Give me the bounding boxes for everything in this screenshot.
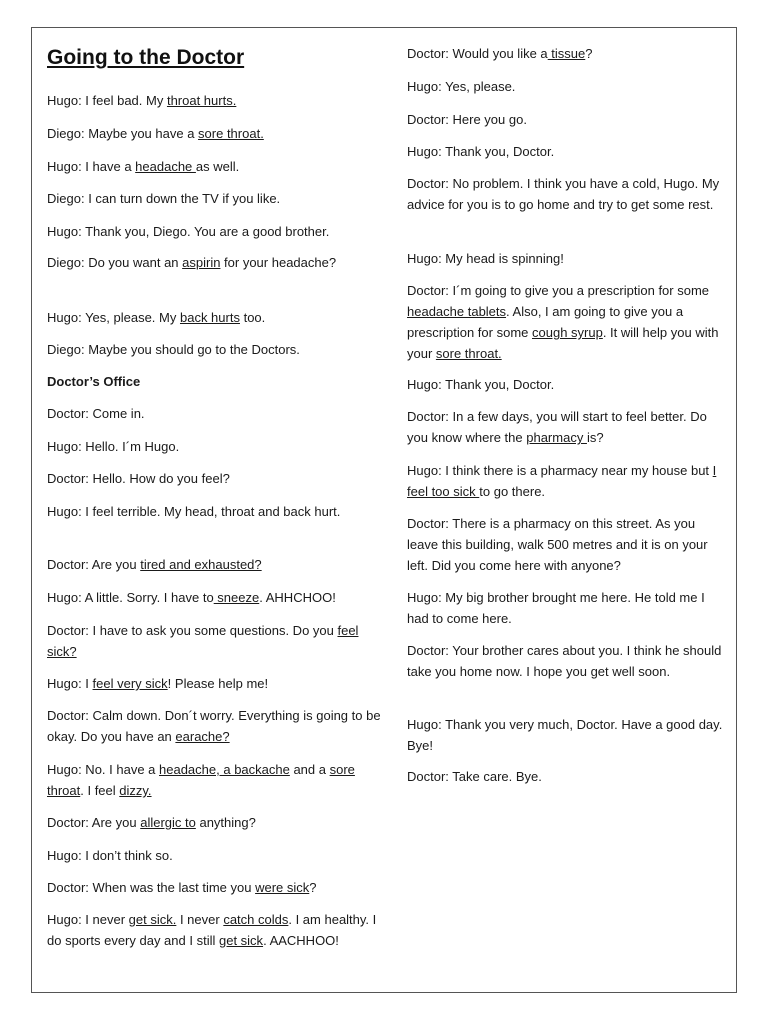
dialogue-line xyxy=(407,374,554,395)
dialogue-text: Doctor: Hello. How do you feel? xyxy=(47,471,230,486)
dialogue-text: Hugo: Thank you, Doctor. xyxy=(407,377,555,392)
vocabulary-term: headache tablets xyxy=(407,304,507,319)
vocabulary-term: cough syrup xyxy=(532,325,603,340)
vocabulary-term: get sick xyxy=(218,933,264,948)
dialogue-line xyxy=(47,845,173,866)
vocabulary-term: dizzy. xyxy=(119,783,152,798)
dialogue-text: ! Please help me! xyxy=(167,676,269,691)
dialogue-line xyxy=(47,307,265,328)
vocabulary-term: earache? xyxy=(175,729,230,744)
vocabulary-term: feel very sick xyxy=(92,676,168,691)
dialogue-line xyxy=(407,640,727,682)
dialogue-line xyxy=(47,673,268,694)
vocabulary-term: tissue xyxy=(547,46,586,61)
dialogue-line xyxy=(407,406,727,448)
dialogue-line xyxy=(47,90,236,111)
dialogue-text: Doctor: Here you go. xyxy=(407,112,527,127)
dialogue-text: Hugo: No. I have a xyxy=(47,762,160,777)
dialogue-line xyxy=(407,714,727,756)
dialogue-text: I never xyxy=(176,912,224,927)
dialogue-text: Doctor: When was the last time you xyxy=(47,880,256,895)
vocabulary-term: headache, a backache xyxy=(159,762,290,777)
dialogue-line xyxy=(47,501,340,522)
dialogue-text: . Also, I am going to give you a prescription for some xyxy=(407,304,684,340)
dialogue-text: Hugo: Thank you very much, Doctor. Have a good day. Bye! xyxy=(407,717,723,753)
vocabulary-term: allergic to xyxy=(140,815,196,830)
vocabulary-term: back hurts xyxy=(179,310,240,325)
dialogue-text: ? xyxy=(585,46,593,61)
dialogue-line xyxy=(47,371,140,392)
dialogue-line xyxy=(47,188,280,209)
dialogue-line xyxy=(47,877,317,898)
dialogue-text: Diego: Maybe you have a xyxy=(47,126,199,141)
vocabulary-term: sore throat. xyxy=(435,346,502,361)
dialogue-text: Hugo: Hello. I´m Hugo. xyxy=(47,439,180,454)
dialogue-text: Doctor: Take care. Bye. xyxy=(407,769,542,784)
dialogue-line xyxy=(47,156,239,177)
dialogue-text: . I feel xyxy=(80,783,120,798)
dialogue-text: . AACHHOO! xyxy=(263,933,339,948)
dialogue-line xyxy=(407,43,592,64)
dialogue-line xyxy=(407,76,515,97)
dialogue-line xyxy=(47,221,329,242)
dialogue-text: Hugo: Thank you, Diego. You are a good brother. xyxy=(47,224,330,239)
dialogue-text: Diego: I can turn down the TV if you like. xyxy=(47,191,281,206)
dialogue-text: is? xyxy=(586,430,604,445)
dialogue-text: Hugo: I think there is a pharmacy near my house but xyxy=(407,463,713,478)
dialogue-text: Hugo: I don’t think so. xyxy=(47,848,173,863)
dialogue-line xyxy=(407,248,564,269)
dialogue-text: too. xyxy=(239,310,266,325)
dialogue-text: Doctor: I have to ask you some questions. Do you xyxy=(47,623,338,638)
dialogue-text: ? xyxy=(309,880,317,895)
dialogue-text: Hugo: I feel terrible. My head, throat and back hurt. xyxy=(47,504,341,519)
dialogue-line xyxy=(47,468,230,489)
dialogue-text: Hugo: A little. Sorry. I have to xyxy=(47,590,214,605)
dialogue-line xyxy=(407,173,727,215)
vocabulary-term: tired and exhausted? xyxy=(140,557,262,572)
vocabulary-term: get sick. xyxy=(128,912,177,927)
dialogue-text: to go there. xyxy=(479,484,546,499)
dialogue-text: and a xyxy=(289,762,330,777)
dialogue-line xyxy=(47,339,300,360)
dialogue-text: Hugo: I never xyxy=(47,912,129,927)
dialogue-line xyxy=(407,141,554,162)
dialogue-line xyxy=(47,587,336,608)
dialogue-line xyxy=(407,513,727,576)
dialogue-text: Doctor: No problem. I think you have a cold, Hugo. My advice for you is to go home and try to get some rest. xyxy=(407,176,720,212)
dialogue-text: Hugo: I xyxy=(47,676,93,691)
dialogue-text: . It will help you with your xyxy=(407,325,719,361)
dialogue-line xyxy=(407,460,727,502)
dialogue-text: Hugo: I have a xyxy=(47,159,136,174)
dialogue-text: Doctor: Calm down. Don´t worry. Everything is going to be okay. Do you have an xyxy=(47,708,381,744)
worksheet-page xyxy=(31,27,737,993)
dialogue-line xyxy=(47,436,179,457)
dialogue-text: Hugo: My head is spinning! xyxy=(407,251,564,266)
dialogue-text: Doctor: There is a pharmacy on this street. As you leave this building, walk 500 metres and it is on your left. Did you come here with anyone? xyxy=(407,516,708,573)
section-heading: Doctor’s Office xyxy=(47,374,141,389)
vocabulary-term: sneeze xyxy=(213,590,260,605)
dialogue-text: as well. xyxy=(195,159,240,174)
dialogue-line xyxy=(407,587,727,629)
dialogue-text: Hugo: Yes, please. xyxy=(407,79,516,94)
dialogue-line xyxy=(47,812,256,833)
vocabulary-term: headache xyxy=(135,159,196,174)
dialogue-text: Doctor: Would you like a xyxy=(407,46,548,61)
dialogue-line xyxy=(47,252,336,273)
dialogue-line xyxy=(407,766,542,787)
dialogue-text: Doctor: Are you xyxy=(47,557,141,572)
dialogue-line xyxy=(47,620,382,662)
dialogue-text: for your headache? xyxy=(220,255,337,270)
dialogue-text: Doctor: Come in. xyxy=(47,406,145,421)
dialogue-line xyxy=(47,554,262,575)
page-title: Going to the Doctor xyxy=(47,46,245,69)
dialogue-line xyxy=(407,280,727,364)
dialogue-text: Hugo: My big brother brought me here. He told me I had to come here. xyxy=(407,590,705,626)
dialogue-text: Doctor: I´m going to give you a prescription for some xyxy=(407,283,710,298)
vocabulary-term: feel sick? xyxy=(47,623,359,659)
dialogue-line xyxy=(407,109,527,130)
dialogue-text: Doctor: Are you xyxy=(47,815,141,830)
dialogue-text: Hugo: I feel bad. My xyxy=(47,93,167,108)
dialogue-text: . I am healthy. I do sports every day and I still xyxy=(47,912,377,948)
vocabulary-term: were sick xyxy=(255,880,310,895)
dialogue-line xyxy=(47,705,382,747)
dialogue-text: . AHHCHOO! xyxy=(259,590,336,605)
dialogue-text: Diego: Do you want an xyxy=(47,255,183,270)
vocabulary-term: I feel too sick xyxy=(407,463,717,499)
vocabulary-term: sore throat xyxy=(47,762,355,798)
dialogue-text: Hugo: Yes, please. My xyxy=(47,310,180,325)
vocabulary-term: throat hurts. xyxy=(166,93,237,108)
vocabulary-term: catch colds xyxy=(223,912,289,927)
dialogue-line xyxy=(47,123,264,144)
dialogue-text: Doctor: In a few days, you will start to feel better. Do you know where the xyxy=(407,409,707,445)
dialogue-text: Diego: Maybe you should go to the Doctors. xyxy=(47,342,300,357)
dialogue-line xyxy=(47,403,145,424)
dialogue-line xyxy=(47,759,382,801)
dialogue-line xyxy=(47,909,382,951)
vocabulary-term: pharmacy xyxy=(526,430,587,445)
dialogue-text: anything? xyxy=(195,815,256,830)
vocabulary-term: aspirin xyxy=(182,255,221,270)
vocabulary-term: sore throat. xyxy=(198,126,264,141)
dialogue-text: Hugo: Thank you, Doctor. xyxy=(407,144,555,159)
dialogue-text: Doctor: Your brother cares about you. I think he should take you home now. I hope you get well soon. xyxy=(407,643,722,679)
